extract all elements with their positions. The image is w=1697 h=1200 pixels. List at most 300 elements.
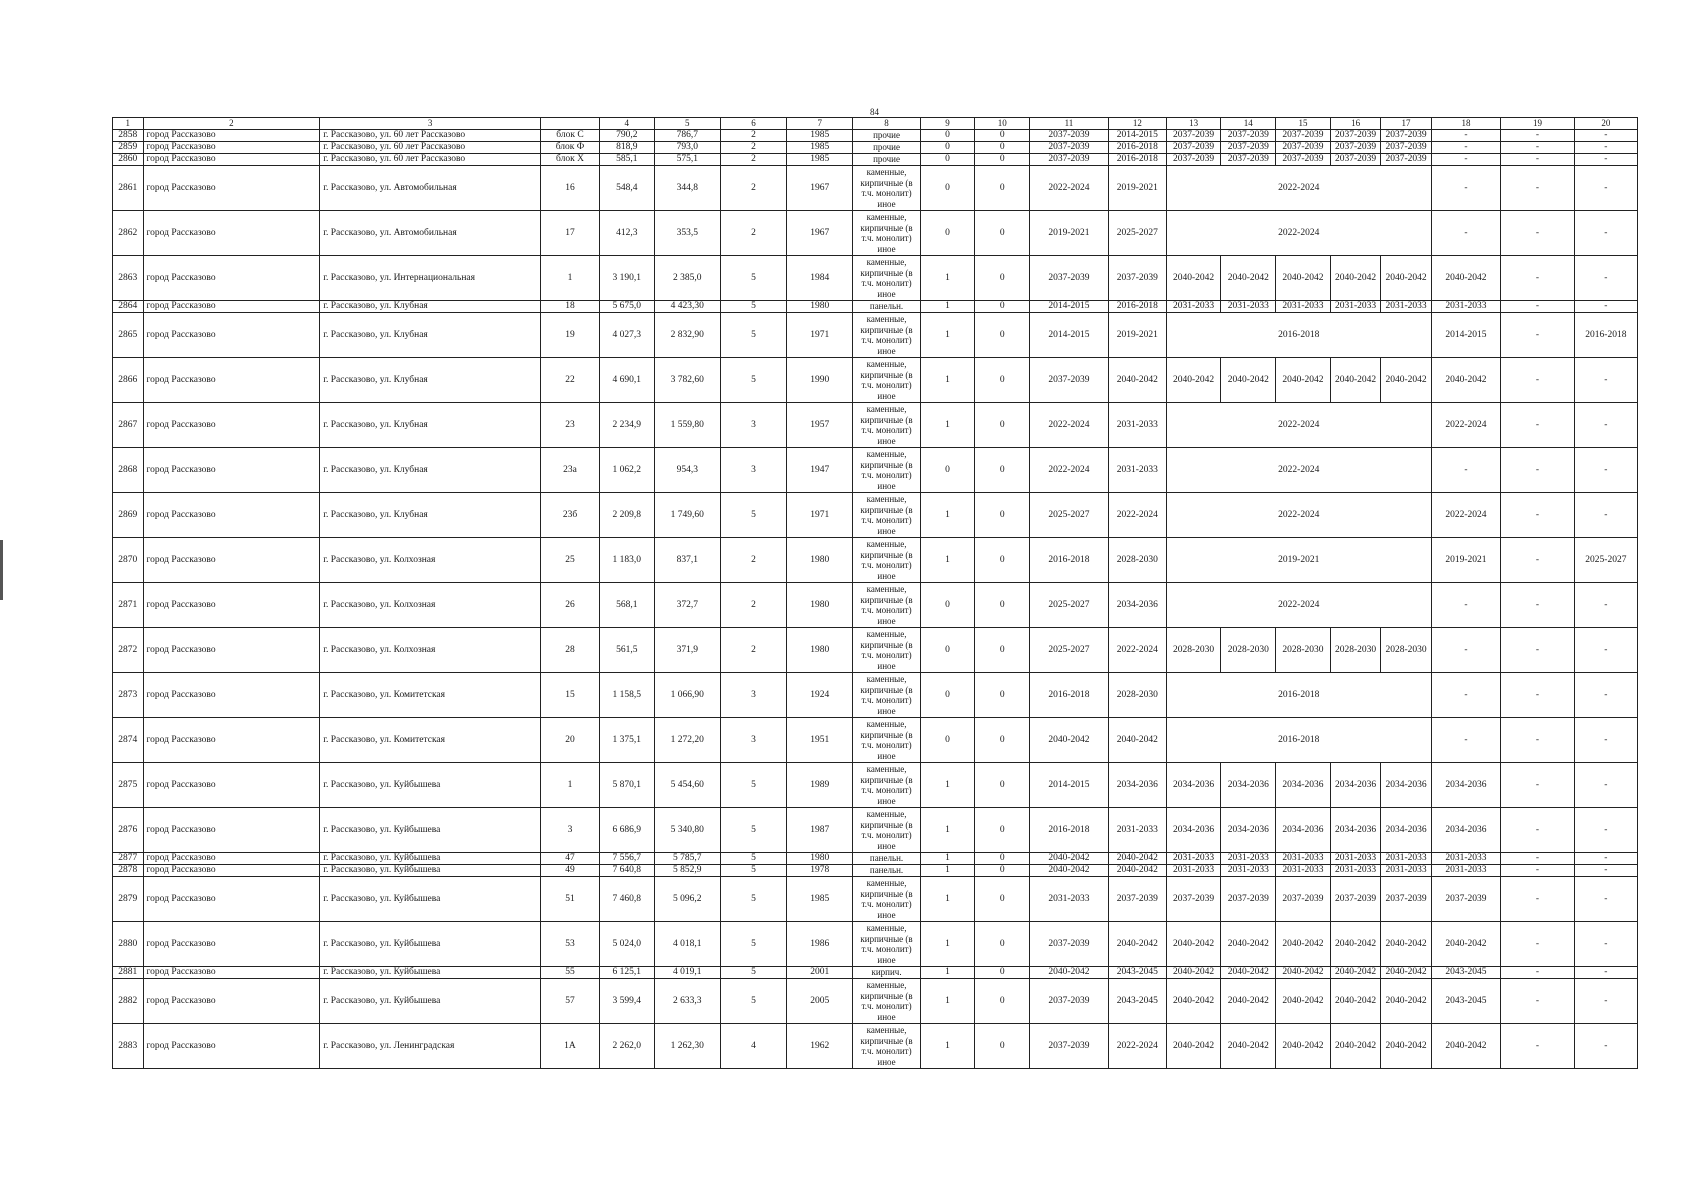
city-cell: город Рассказово [143, 142, 320, 154]
wall-material-cell: прочие [853, 154, 920, 166]
row-number-cell: 2873 [113, 673, 144, 718]
col-18-cell: 2031-2033 [1431, 853, 1500, 865]
col-10-cell: 0 [975, 403, 1030, 448]
house-number-cell: 26 [541, 583, 600, 628]
wall-material-cell: каменные, кирпичные (в т.ч. монолит) иное [853, 583, 920, 628]
col-12-cell: 2040-2042 [1108, 718, 1166, 763]
col-20-cell: - [1574, 718, 1637, 763]
living-area-cell: 2 385,0 [654, 256, 720, 301]
col-12-cell: 2028-2030 [1108, 538, 1166, 583]
col-12-cell: 2031-2033 [1108, 808, 1166, 853]
col-16-cell: 2040-2042 [1330, 256, 1380, 301]
col-17-cell: 2034-2036 [1381, 808, 1431, 853]
col-13-cell: 2028-2030 [1166, 628, 1221, 673]
row-number-cell: 2863 [113, 256, 144, 301]
floors-cell: 2 [720, 211, 786, 256]
col-19-cell: - [1501, 211, 1575, 256]
col-19-cell: - [1501, 448, 1575, 493]
col-18-cell: 2040-2042 [1431, 1024, 1500, 1069]
col-19-cell: - [1501, 256, 1575, 301]
col-13-cell: 2031-2033 [1166, 301, 1221, 313]
col-13-cell: 2040-2042 [1166, 1024, 1221, 1069]
floors-cell: 5 [720, 301, 786, 313]
row-number-cell: 2871 [113, 583, 144, 628]
col-17-cell: 2040-2042 [1381, 979, 1431, 1024]
col-20-cell: - [1574, 211, 1637, 256]
col-18-cell: 2040-2042 [1431, 922, 1500, 967]
col-16-cell: 2040-2042 [1330, 1024, 1380, 1069]
total-area-cell: 5 024,0 [599, 922, 654, 967]
address-cell: г. Рассказово, ул. Клубная [320, 301, 541, 313]
column-number-cell: 17 [1381, 118, 1431, 130]
address-cell: г. Рассказово, ул. Интернациональная [320, 256, 541, 301]
floors-cell: 3 [720, 718, 786, 763]
col-16-cell: 2031-2033 [1330, 301, 1380, 313]
house-number-cell: 28 [541, 628, 600, 673]
row-number-cell: 2879 [113, 877, 144, 922]
total-area-cell: 2 262,0 [599, 1024, 654, 1069]
col-18-cell: - [1431, 673, 1500, 718]
col-19-cell: - [1501, 628, 1575, 673]
house-number-cell: 20 [541, 718, 600, 763]
col-11-cell: 2037-2039 [1030, 1024, 1109, 1069]
column-number-cell: 15 [1276, 118, 1331, 130]
col-11-cell: 2040-2042 [1030, 718, 1109, 763]
col-19-cell: - [1501, 166, 1575, 211]
col-15-cell: 2034-2036 [1276, 808, 1331, 853]
row-number-cell: 2870 [113, 538, 144, 583]
col-14-cell: 2037-2039 [1221, 154, 1276, 166]
city-cell: город Рассказово [143, 877, 320, 922]
wall-material-cell: панельн. [853, 301, 920, 313]
col-19-cell: - [1501, 403, 1575, 448]
col-17-cell: 2031-2033 [1381, 853, 1431, 865]
address-cell: г. Рассказово, ул. Куйбышева [320, 853, 541, 865]
column-number-cell: 16 [1330, 118, 1380, 130]
col-20-cell: - [1574, 130, 1637, 142]
table-row [113, 142, 1638, 154]
col-18-cell: 2014-2015 [1431, 313, 1500, 358]
merged-period-cell: 2022-2024 [1166, 403, 1431, 448]
col-10-cell: 0 [975, 166, 1030, 211]
col-20-cell: - [1574, 301, 1637, 313]
col-20-cell: 2016-2018 [1574, 313, 1637, 358]
floors-cell: 5 [720, 763, 786, 808]
address-cell: г. Рассказово, ул. Автомобильная [320, 211, 541, 256]
col-9-cell: 1 [920, 403, 975, 448]
year-built-cell: 1990 [787, 358, 853, 403]
col-13-cell: 2040-2042 [1166, 256, 1221, 301]
col-14-cell: 2040-2042 [1221, 979, 1276, 1024]
total-area-cell: 561,5 [599, 628, 654, 673]
col-10-cell: 0 [975, 142, 1030, 154]
total-area-cell: 412,3 [599, 211, 654, 256]
col-18-cell: 2040-2042 [1431, 256, 1500, 301]
total-area-cell: 6 686,9 [599, 808, 654, 853]
col-15-cell: 2031-2033 [1276, 301, 1331, 313]
table-row [113, 166, 1638, 211]
col-12-cell: 2014-2015 [1108, 130, 1166, 142]
wall-material-cell: каменные, кирпичные (в т.ч. монолит) иное [853, 403, 920, 448]
col-14-cell: 2031-2033 [1221, 301, 1276, 313]
total-area-cell: 790,2 [599, 130, 654, 142]
address-cell: г. Рассказово, ул. Колхозная [320, 583, 541, 628]
col-16-cell: 2040-2042 [1330, 358, 1380, 403]
row-number-cell: 2882 [113, 979, 144, 1024]
city-cell: город Рассказово [143, 865, 320, 877]
row-number-cell: 2861 [113, 166, 144, 211]
floors-cell: 5 [720, 313, 786, 358]
col-18-cell: 2037-2039 [1431, 877, 1500, 922]
table-row [113, 853, 1638, 865]
col-17-cell: 2040-2042 [1381, 256, 1431, 301]
col-12-cell: 2028-2030 [1108, 673, 1166, 718]
column-number-cell: 20 [1574, 118, 1637, 130]
col-16-cell: 2034-2036 [1330, 763, 1380, 808]
city-cell: город Рассказово [143, 256, 320, 301]
address-cell: г. Рассказово, ул. Ленинградская [320, 1024, 541, 1069]
city-cell: город Рассказово [143, 628, 320, 673]
wall-material-cell: каменные, кирпичные (в т.ч. монолит) иное [853, 922, 920, 967]
col-9-cell: 1 [920, 808, 975, 853]
floors-cell: 5 [720, 865, 786, 877]
year-built-cell: 1980 [787, 628, 853, 673]
col-12-cell: 2040-2042 [1108, 922, 1166, 967]
wall-material-cell: прочие [853, 142, 920, 154]
col-12-cell: 2022-2024 [1108, 1024, 1166, 1069]
address-cell: г. Рассказово, ул. Куйбышева [320, 808, 541, 853]
address-cell: г. Рассказово, ул. 60 лет Рассказово [320, 130, 541, 142]
floors-cell: 3 [720, 673, 786, 718]
col-19-cell: - [1501, 313, 1575, 358]
city-cell: город Рассказово [143, 583, 320, 628]
living-area-cell: 837,1 [654, 538, 720, 583]
scan-edge-mark [0, 540, 3, 600]
col-9-cell: 1 [920, 256, 975, 301]
col-19-cell: - [1501, 718, 1575, 763]
column-number-cell: 13 [1166, 118, 1221, 130]
col-19-cell: - [1501, 967, 1575, 979]
table-row [113, 808, 1638, 853]
wall-material-cell: каменные, кирпичные (в т.ч. монолит) иное [853, 538, 920, 583]
total-area-cell: 7 640,8 [599, 865, 654, 877]
col-9-cell: 0 [920, 154, 975, 166]
table-row [113, 358, 1638, 403]
table-row [113, 538, 1638, 583]
year-built-cell: 1985 [787, 130, 853, 142]
col-12-cell: 2034-2036 [1108, 763, 1166, 808]
col-18-cell: - [1431, 166, 1500, 211]
col-11-cell: 2031-2033 [1030, 877, 1109, 922]
col-10-cell: 0 [975, 256, 1030, 301]
merged-period-cell: 2022-2024 [1166, 211, 1431, 256]
col-14-cell: 2034-2036 [1221, 763, 1276, 808]
living-area-cell: 1 559,80 [654, 403, 720, 448]
column-number-cell: 3 [320, 118, 541, 130]
wall-material-cell: каменные, кирпичные (в т.ч. монолит) иное [853, 763, 920, 808]
col-15-cell: 2037-2039 [1276, 154, 1331, 166]
living-area-cell: 1 272,20 [654, 718, 720, 763]
floors-cell: 5 [720, 967, 786, 979]
col-17-cell: 2037-2039 [1381, 142, 1431, 154]
col-9-cell: 0 [920, 583, 975, 628]
address-cell: г. Рассказово, ул. Клубная [320, 358, 541, 403]
year-built-cell: 1971 [787, 493, 853, 538]
total-area-cell: 818,9 [599, 142, 654, 154]
house-number-cell: 1А [541, 1024, 600, 1069]
col-10-cell: 0 [975, 130, 1030, 142]
row-number-cell: 2864 [113, 301, 144, 313]
wall-material-cell: каменные, кирпичные (в т.ч. монолит) иное [853, 166, 920, 211]
row-number-cell: 2868 [113, 448, 144, 493]
column-number-cell: 9 [920, 118, 975, 130]
city-cell: город Рассказово [143, 1024, 320, 1069]
col-15-cell: 2034-2036 [1276, 763, 1331, 808]
address-cell: г. Рассказово, ул. Клубная [320, 313, 541, 358]
col-11-cell: 2016-2018 [1030, 673, 1109, 718]
col-15-cell: 2040-2042 [1276, 979, 1331, 1024]
col-11-cell: 2014-2015 [1030, 301, 1109, 313]
floors-cell: 2 [720, 130, 786, 142]
row-number-cell: 2872 [113, 628, 144, 673]
year-built-cell: 1967 [787, 211, 853, 256]
city-cell: город Рассказово [143, 979, 320, 1024]
col-9-cell: 0 [920, 673, 975, 718]
col-10-cell: 0 [975, 673, 1030, 718]
year-built-cell: 1989 [787, 763, 853, 808]
address-cell: г. Рассказово, ул. Комитетская [320, 718, 541, 763]
col-14-cell: 2031-2033 [1221, 865, 1276, 877]
col-12-cell: 2043-2045 [1108, 967, 1166, 979]
year-built-cell: 1924 [787, 673, 853, 718]
col-12-cell: 2040-2042 [1108, 853, 1166, 865]
col-15-cell: 2031-2033 [1276, 853, 1331, 865]
column-number-cell: 18 [1431, 118, 1500, 130]
col-16-cell: 2034-2036 [1330, 808, 1380, 853]
col-12-cell: 2043-2045 [1108, 979, 1166, 1024]
total-area-cell: 548,4 [599, 166, 654, 211]
total-area-cell: 1 375,1 [599, 718, 654, 763]
table-row [113, 979, 1638, 1024]
col-19-cell: - [1501, 130, 1575, 142]
col-11-cell: 2014-2015 [1030, 313, 1109, 358]
address-cell: г. Рассказово, ул. Куйбышева [320, 967, 541, 979]
col-19-cell: - [1501, 865, 1575, 877]
table-body [113, 118, 1638, 1069]
col-12-cell: 2016-2018 [1108, 154, 1166, 166]
col-20-cell: - [1574, 877, 1637, 922]
living-area-cell: 5 785,7 [654, 853, 720, 865]
col-11-cell: 2037-2039 [1030, 979, 1109, 1024]
year-built-cell: 1980 [787, 853, 853, 865]
col-17-cell: 2031-2033 [1381, 301, 1431, 313]
floors-cell: 5 [720, 493, 786, 538]
total-area-cell: 4 690,1 [599, 358, 654, 403]
col-18-cell: - [1431, 211, 1500, 256]
living-area-cell: 5 340,80 [654, 808, 720, 853]
house-number-cell: 15 [541, 673, 600, 718]
merged-period-cell: 2022-2024 [1166, 583, 1431, 628]
table-row [113, 673, 1638, 718]
col-10-cell: 0 [975, 967, 1030, 979]
col-9-cell: 0 [920, 448, 975, 493]
col-11-cell: 2037-2039 [1030, 358, 1109, 403]
table-row [113, 763, 1638, 808]
col-10-cell: 0 [975, 865, 1030, 877]
table-row [113, 865, 1638, 877]
city-cell: город Рассказово [143, 808, 320, 853]
col-11-cell: 2037-2039 [1030, 130, 1109, 142]
col-15-cell: 2040-2042 [1276, 1024, 1331, 1069]
address-cell: г. Рассказово, ул. Куйбышева [320, 865, 541, 877]
col-12-cell: 2025-2027 [1108, 211, 1166, 256]
col-9-cell: 1 [920, 979, 975, 1024]
col-12-cell: 2040-2042 [1108, 865, 1166, 877]
year-built-cell: 1984 [787, 256, 853, 301]
col-20-cell: - [1574, 448, 1637, 493]
living-area-cell: 372,7 [654, 583, 720, 628]
col-12-cell: 2037-2039 [1108, 256, 1166, 301]
column-number-cell: 8 [853, 118, 920, 130]
address-cell: г. Рассказово, ул. Автомобильная [320, 166, 541, 211]
total-area-cell: 2 209,8 [599, 493, 654, 538]
total-area-cell: 7 460,8 [599, 877, 654, 922]
col-20-cell: - [1574, 922, 1637, 967]
col-10-cell: 0 [975, 808, 1030, 853]
col-11-cell: 2016-2018 [1030, 808, 1109, 853]
col-12-cell: 2031-2033 [1108, 448, 1166, 493]
column-number-cell: 14 [1221, 118, 1276, 130]
col-20-cell: - [1574, 256, 1637, 301]
floors-cell: 3 [720, 448, 786, 493]
year-built-cell: 1962 [787, 1024, 853, 1069]
col-14-cell: 2040-2042 [1221, 922, 1276, 967]
col-11-cell: 2037-2039 [1030, 154, 1109, 166]
wall-material-cell: каменные, кирпичные (в т.ч. монолит) иное [853, 673, 920, 718]
living-area-cell: 4 019,1 [654, 967, 720, 979]
col-9-cell: 1 [920, 853, 975, 865]
house-number-cell: 53 [541, 922, 600, 967]
floors-cell: 5 [720, 808, 786, 853]
col-11-cell: 2037-2039 [1030, 142, 1109, 154]
col-9-cell: 0 [920, 628, 975, 673]
col-17-cell: 2028-2030 [1381, 628, 1431, 673]
year-built-cell: 1947 [787, 448, 853, 493]
living-area-cell: 2 633,3 [654, 979, 720, 1024]
living-area-cell: 1 749,60 [654, 493, 720, 538]
total-area-cell: 7 556,7 [599, 853, 654, 865]
col-17-cell: 2031-2033 [1381, 865, 1431, 877]
total-area-cell: 4 027,3 [599, 313, 654, 358]
col-18-cell: 2031-2033 [1431, 865, 1500, 877]
col-18-cell: - [1431, 448, 1500, 493]
row-number-cell: 2869 [113, 493, 144, 538]
col-17-cell: 2037-2039 [1381, 877, 1431, 922]
row-number-cell: 2875 [113, 763, 144, 808]
col-17-cell: 2040-2042 [1381, 1024, 1431, 1069]
col-19-cell: - [1501, 922, 1575, 967]
col-18-cell: - [1431, 142, 1500, 154]
col-16-cell: 2037-2039 [1330, 142, 1380, 154]
year-built-cell: 1986 [787, 922, 853, 967]
housing-register-table [112, 117, 1638, 1069]
col-19-cell: - [1501, 673, 1575, 718]
house-number-cell: 22 [541, 358, 600, 403]
floors-cell: 5 [720, 358, 786, 403]
col-17-cell: 2040-2042 [1381, 358, 1431, 403]
col-9-cell: 1 [920, 967, 975, 979]
wall-material-cell: каменные, кирпичные (в т.ч. монолит) иное [853, 979, 920, 1024]
col-11-cell: 2016-2018 [1030, 538, 1109, 583]
total-area-cell: 1 062,2 [599, 448, 654, 493]
column-number-row [113, 118, 1638, 130]
living-area-cell: 1 066,90 [654, 673, 720, 718]
total-area-cell: 5 870,1 [599, 763, 654, 808]
col-14-cell: 2037-2039 [1221, 877, 1276, 922]
house-number-cell: 16 [541, 166, 600, 211]
col-16-cell: 2031-2033 [1330, 853, 1380, 865]
col-15-cell: 2037-2039 [1276, 130, 1331, 142]
table-row [113, 493, 1638, 538]
address-cell: г. Рассказово, ул. Куйбышева [320, 877, 541, 922]
col-19-cell: - [1501, 877, 1575, 922]
col-9-cell: 0 [920, 718, 975, 763]
wall-material-cell: каменные, кирпичные (в т.ч. монолит) иное [853, 313, 920, 358]
house-number-cell: 3 [541, 808, 600, 853]
city-cell: город Рассказово [143, 967, 320, 979]
col-14-cell: 2037-2039 [1221, 142, 1276, 154]
col-9-cell: 0 [920, 211, 975, 256]
living-area-cell: 575,1 [654, 154, 720, 166]
year-built-cell: 1985 [787, 142, 853, 154]
col-10-cell: 0 [975, 628, 1030, 673]
row-number-cell: 2876 [113, 808, 144, 853]
col-18-cell: 2019-2021 [1431, 538, 1500, 583]
col-14-cell: 2040-2042 [1221, 358, 1276, 403]
total-area-cell: 3 599,4 [599, 979, 654, 1024]
floors-cell: 2 [720, 628, 786, 673]
wall-material-cell: каменные, кирпичные (в т.ч. монолит) иное [853, 448, 920, 493]
col-20-cell: - [1574, 583, 1637, 628]
row-number-cell: 2881 [113, 967, 144, 979]
table-row [113, 448, 1638, 493]
wall-material-cell: панельн. [853, 865, 920, 877]
col-19-cell: - [1501, 154, 1575, 166]
col-9-cell: 1 [920, 922, 975, 967]
col-12-cell: 2022-2024 [1108, 628, 1166, 673]
col-10-cell: 0 [975, 358, 1030, 403]
col-16-cell: 2037-2039 [1330, 154, 1380, 166]
house-number-cell: 23а [541, 448, 600, 493]
house-number-cell: блок Ф [541, 142, 600, 154]
merged-period-cell: 2022-2024 [1166, 493, 1431, 538]
table-row [113, 154, 1638, 166]
city-cell: город Рассказово [143, 358, 320, 403]
address-cell: г. Рассказово, ул. Клубная [320, 448, 541, 493]
city-cell: город Рассказово [143, 301, 320, 313]
living-area-cell: 4 018,1 [654, 922, 720, 967]
table-row [113, 130, 1638, 142]
year-built-cell: 1951 [787, 718, 853, 763]
table-row [113, 301, 1638, 313]
address-cell: г. Рассказово, ул. Колхозная [320, 628, 541, 673]
total-area-cell: 5 675,0 [599, 301, 654, 313]
wall-material-cell: каменные, кирпичные (в т.ч. монолит) иное [853, 256, 920, 301]
col-17-cell: 2040-2042 [1381, 922, 1431, 967]
col-12-cell: 2019-2021 [1108, 313, 1166, 358]
total-area-cell: 585,1 [599, 154, 654, 166]
house-number-cell: 19 [541, 313, 600, 358]
